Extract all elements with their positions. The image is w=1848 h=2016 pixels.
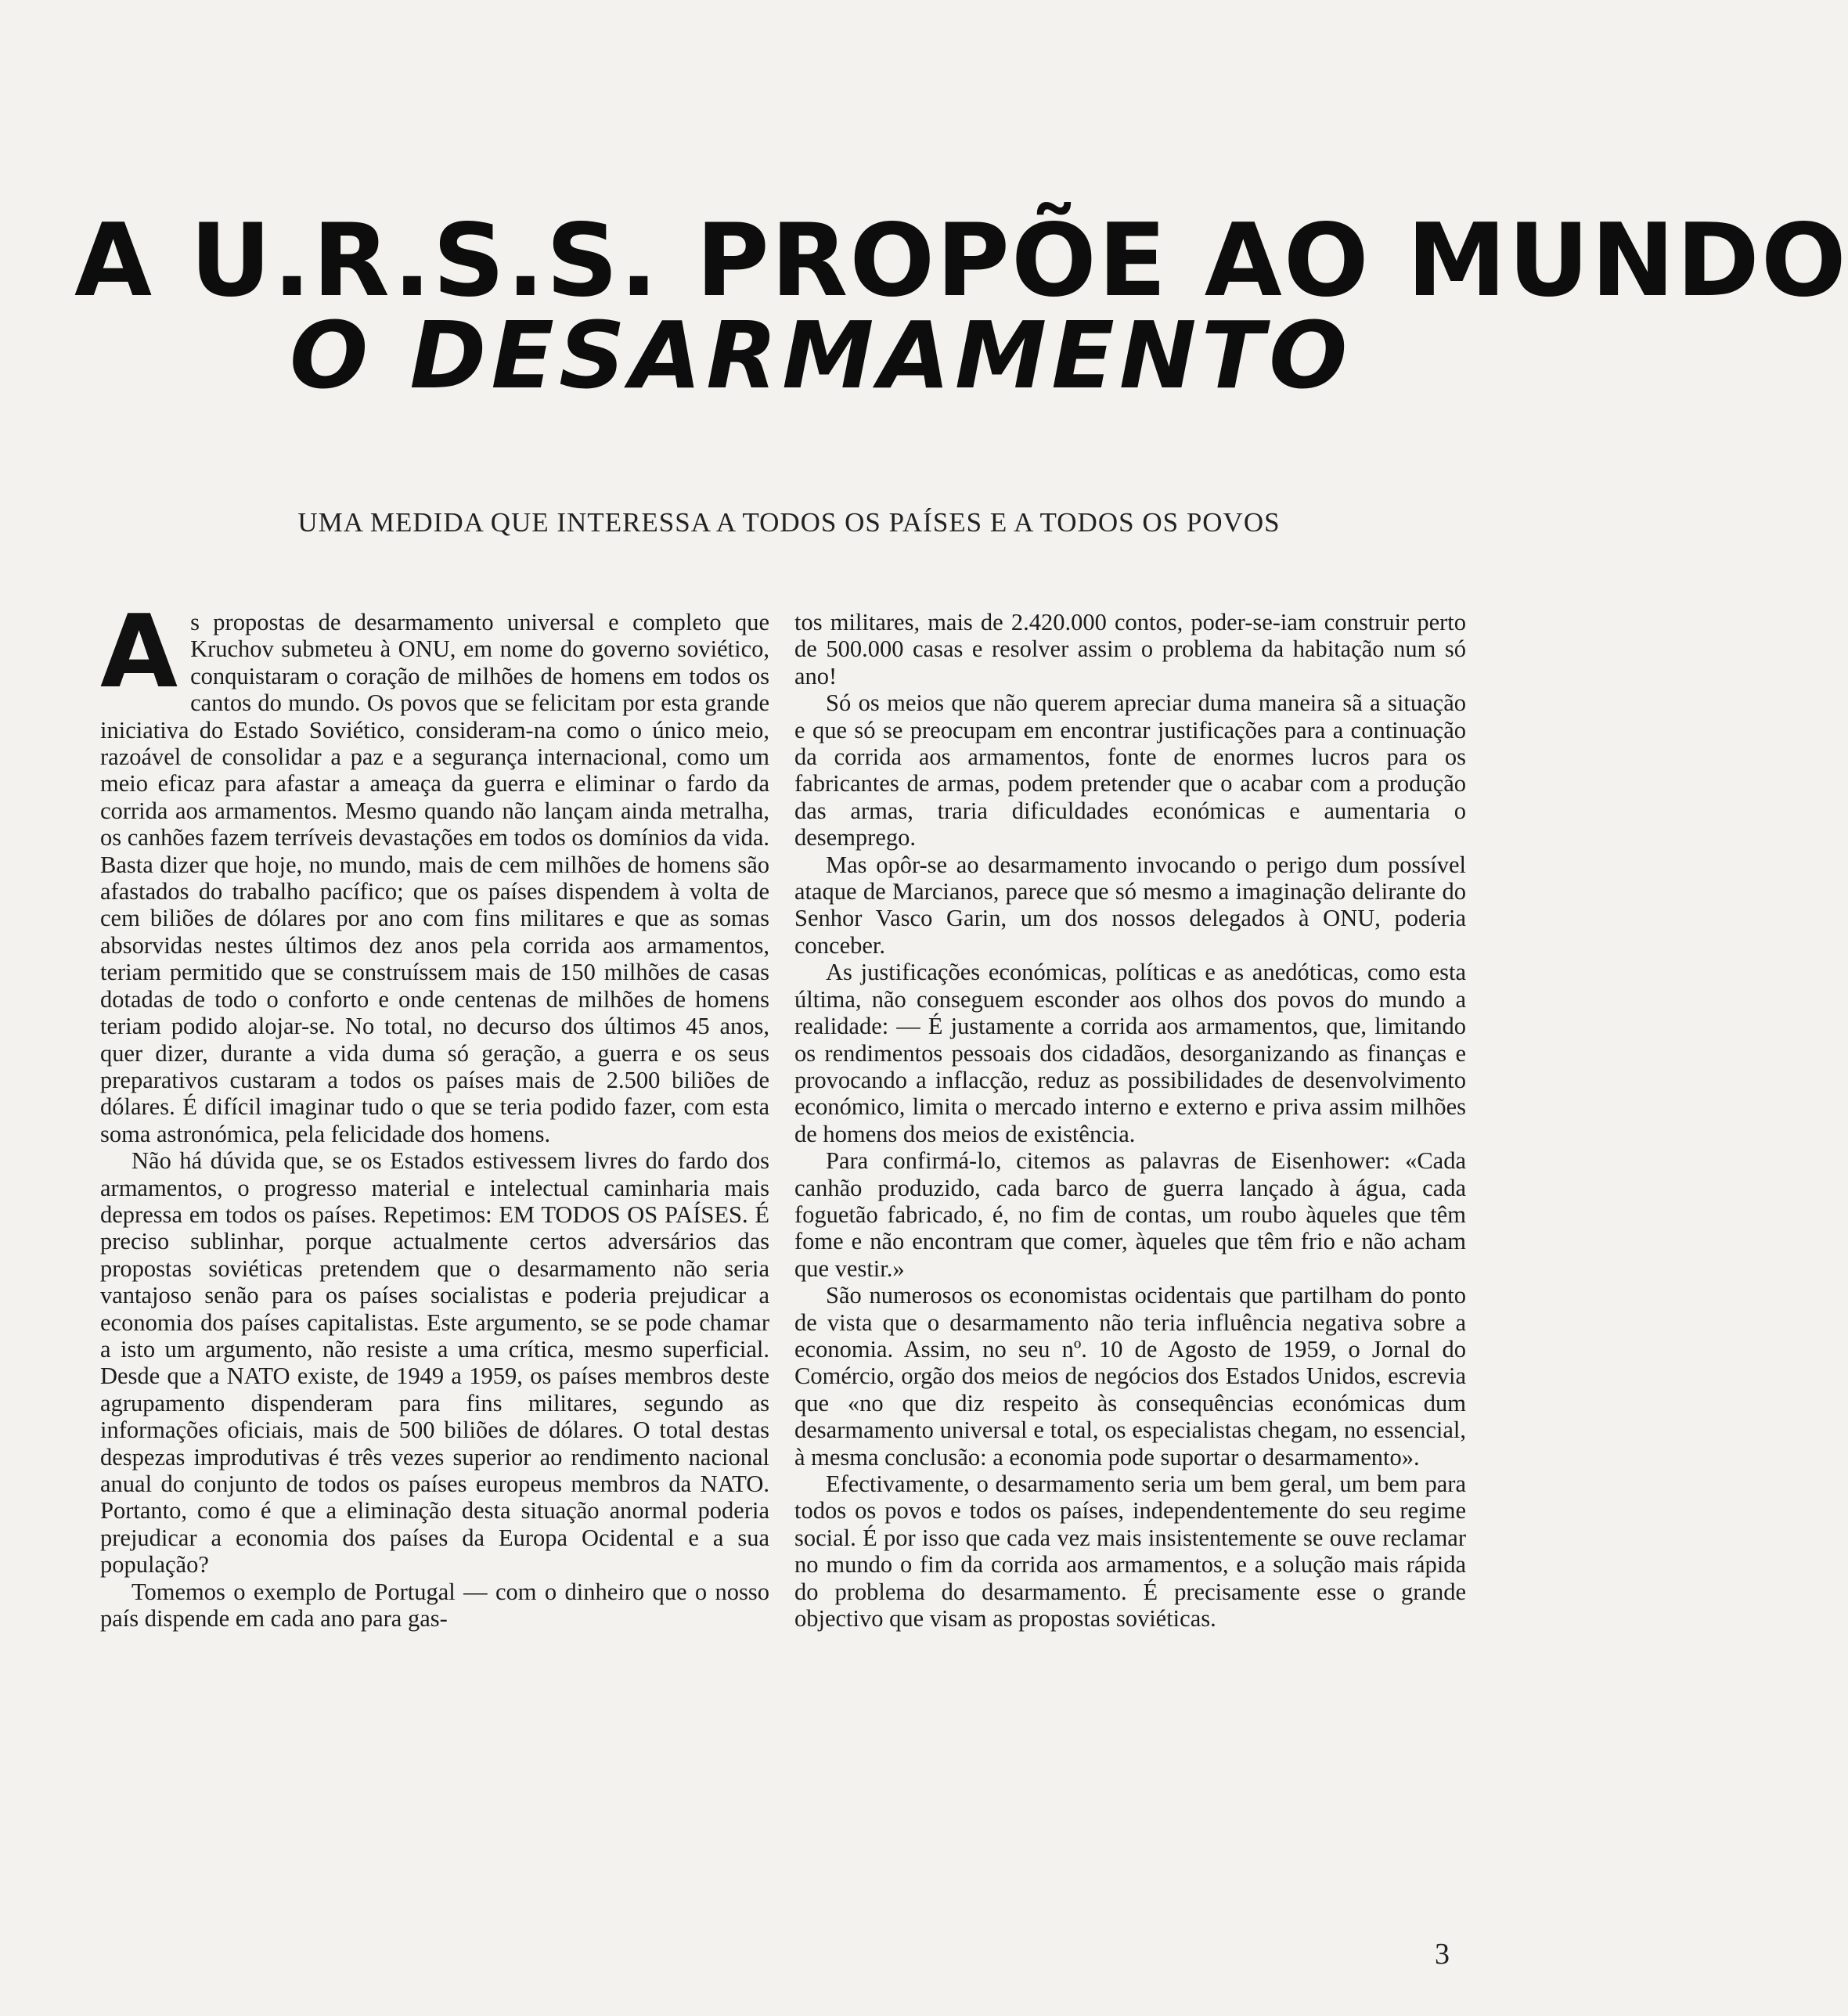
paragraph: As justificações económicas, políticas e as anedóticas, como esta última, não conseguem esconder aos olhos dos povos do mundo a realidade: — É justamente a corrida aos armamentos, que, limitando os rendimentos pessoais dos cidadãos, desorganizando as finanças e provocando a inflacção, reduz as possibilidades de desenvolvimento económico, limita o mercado interno e externo e priva assim milhões de homens dos meios de existência. xyxy=(794,959,1466,1147)
paragraph: tos militares, mais de 2.420.000 contos, poder-se-iam construir perto de 500.000 casas e resolver assim o problema da habitação num só ano! xyxy=(794,609,1466,689)
paragraph: s propostas de desarmamento universal e completo que Kruchov submeteu à ONU, em nome do governo soviético, conquistaram o coração de milhões de homens em todos os cantos do mundo. Os povos que se felicitam por esta grande iniciativa do Estado Soviético, consideram-na como o único meio, razoável de consolidar a paz e a segurança internacional, como um meio eficaz para afastar a ameaça da guerra e eliminar o fardo da corrida aos armamentos. Mesmo quando não lançam ainda metralha, os canhões fazem terríveis devastações em todos os domínios da vida. Basta dizer que hoje, no mundo, mais de cem milhões de homens são afastados do trabalho pacífico; que os países dispendem à volta de cem biliões de dólares por ano com fins militares e que as somas absorvidas nestes últimos dez anos pela corrida aos armamentos, teriam permitido que se construíssem mais de 150 milhões de casas dotadas de todo o conforto e onde centenas de milhões de homens teriam podido alojar-se. No total, no decurso dos últimos 45 anos, quer dizer, durante a vida duma só geração, a guerra e os seus preparativos custaram a todos os países mais de 2.500 biliões de dólares. É difícil imaginar tudo o que se teria podido fazer, com esta soma astronómica, pela felicidade dos homens. xyxy=(100,609,769,1147)
paragraph: Mas opôr-se ao desarmamento invocando o perigo dum possível ataque de Marcianos, parece que só mesmo a imaginação delirante do Senhor Vasco Garin, um dos nossos delegados à ONU, poderia conceber. xyxy=(794,851,1466,959)
right-column xyxy=(794,609,1466,1632)
left-column xyxy=(100,594,769,1633)
subheadline: O DESARMAMENTO xyxy=(290,301,1353,409)
deck: UMA MEDIDA QUE INTERESSA A TODOS OS PAÍSES E A TODOS OS POVOS xyxy=(297,507,1281,538)
paragraph: São numerosos os economistas ocidentais que partilham do ponto de vista que o desarmamento não teria influência negativa sobre a economia. Assim, no seu nº. 10 de Agosto de 1959, o Jornal do Comércio, orgão dos meios de negócios dos Estados Unidos, escrevia que «no que diz respeito às consequências económicas dum desarmamento universal e total, os especialistas chegam, no essencial, à mesma conclusão: a economia pode suportar o desarmamento». xyxy=(794,1282,1466,1471)
paragraph: Só os meios que não querem apreciar duma maneira sã a situação e que só se preocupam em encontrar justificações para a continuação da corrida aos armamentos, fonte de enormes lucros para os fabricantes de armas, podem pretender que o acabar com a produção das armas, traria dificuldades económicas e aumentaria o desemprego. xyxy=(794,689,1466,851)
paragraph: Efectivamente, o desarmamento seria um bem geral, um bem para todos os povos e todos os países, independentemente do seu regime social. É por isso que cada vez mais insistentemente se ouve reclamar no mundo o fim da corrida aos armamentos, e a solução mais rápida do problema do desarmamento. É precisamente esse o grande objectivo que visam as propostas soviéticas. xyxy=(794,1471,1466,1633)
paragraph: Não há dúvida que, se os Estados estivessem livres do fardo dos armamentos, o progresso material e intelectual caminharia mais depressa em todos os países. Repetimos: EM TODOS OS PAÍSES. É preciso sublinhar, porque actualmente certos adversários das propostas soviéticas pretendem que o desarmamento não seria vantajoso senão para os países socialistas e poderia prejudicar a economia dos países capitalistas. Este argumento, se se pode chamar a isto um argumento, não resiste a uma crítica, mesmo superficial. Desde que a NATO existe, de 1949 a 1959, os países membros deste agrupamento dispenderam para fins militares, segundo as informações oficiais, mais de 500 biliões de dólares. O total destas despezas improdutivas é três vezes superior ao rendimento nacional anual do conjunto de todos os países europeus membros da NATO. Portanto, como é que a eliminação desta situação anormal poderia prejudicar a economia dos países da Europa Ocidental e a sua população? xyxy=(100,1147,769,1579)
page-number: 3 xyxy=(1435,1938,1450,1971)
headline: A U.R.S.S. PROPÕE AO MUNDO xyxy=(74,203,1848,319)
paragraph: Tomemos o exemplo de Portugal — com o dinheiro que o nosso país dispende em cada ano para gas- xyxy=(100,1578,769,1633)
drop-cap: A xyxy=(100,594,178,711)
paragraph: Para confirmá-lo, citemos as palavras de Eisenhower: «Cada canhão produzido, cada barco de guerra lançado à água, cada foguetão fabricado, é, no fim de contas, um roubo àqueles que têm fome e não encontram que comer, àqueles que têm frio e não acham que vestir.» xyxy=(794,1147,1466,1282)
